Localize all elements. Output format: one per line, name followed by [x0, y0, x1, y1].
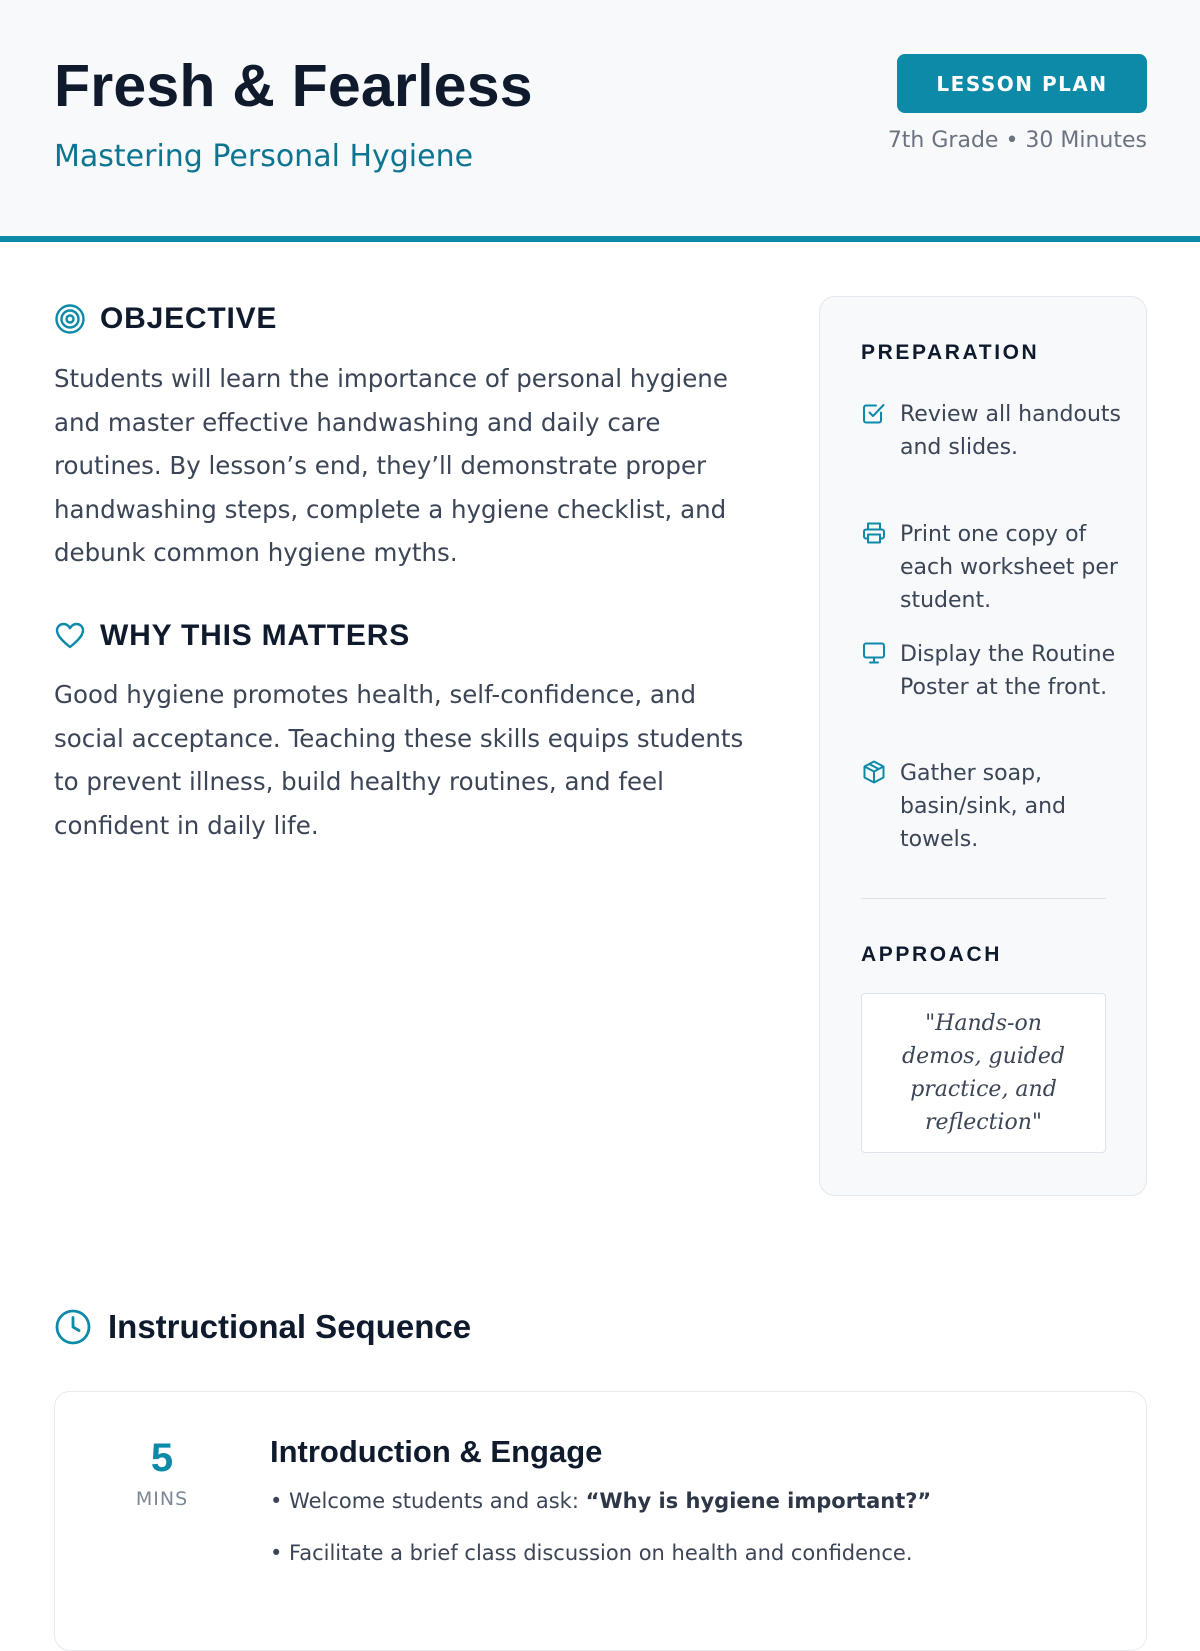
- sequence-label: Instructional Sequence: [108, 1308, 472, 1345]
- clock-icon: [54, 1308, 92, 1346]
- prep-item: [861, 638, 1121, 704]
- prep-item-text: Gather soap, basin/sink, and towels.: [900, 761, 1067, 852]
- why-heading: [54, 619, 410, 653]
- checkbox-icon: [861, 400, 887, 426]
- preparation-heading: PREPARATION: [861, 341, 1040, 364]
- step-bullet: [270, 1489, 931, 1513]
- target-icon: [54, 303, 86, 335]
- step-bullet-emphasis: “Why is hygiene important?”: [585, 1489, 932, 1513]
- lesson-plan-badge: LESSON PLAN: [897, 54, 1147, 113]
- step-minutes: 5: [150, 1436, 174, 1480]
- preparation-sidebar: [819, 296, 1147, 1196]
- step-bullet-text: • Facilitate a brief class discussion on health and confidence.: [270, 1541, 913, 1565]
- page-subtitle: Mastering Personal Hygiene: [54, 139, 474, 174]
- objective-text: Students will learn the importance of personal hygiene and master effective handwashing and daily care routines. By lesson’s end, they’ll demonstrate proper handwashing steps, complete a hygiene checklist, and debunk common hygiene myths.: [54, 364, 728, 567]
- prep-item: [861, 518, 1121, 617]
- lesson-header: [0, 0, 1200, 242]
- prep-item-text: Print one copy of each worksheet per student.: [900, 522, 1118, 613]
- step-minutes-label: MINS: [135, 1488, 189, 1510]
- printer-icon: [861, 520, 887, 546]
- page-title: Fresh & Fearless: [54, 53, 533, 119]
- prep-item-text: Display the Routine Poster at the front.: [900, 642, 1116, 700]
- why-label: WHY THIS MATTERS: [100, 619, 411, 652]
- sequence-heading: [54, 1308, 471, 1346]
- step-title: Introduction & Engage: [270, 1434, 603, 1469]
- prep-item: [861, 757, 1121, 856]
- grade-duration-meta: 7th Grade • 30 Minutes: [887, 128, 1147, 153]
- objective-heading: [54, 302, 277, 336]
- approach-quote-box: [861, 993, 1106, 1153]
- box-icon: [861, 759, 887, 785]
- approach-quote: "Hands-on demos, guided practice, and reflection": [902, 1011, 1065, 1135]
- prep-item: [861, 398, 1121, 464]
- approach-heading: APPROACH: [861, 943, 1002, 966]
- heart-icon: [54, 620, 86, 652]
- step-bullet-text: • Welcome students and ask:: [270, 1489, 586, 1513]
- sidebar-divider: [861, 898, 1106, 899]
- objective-label: OBJECTIVE: [100, 302, 278, 335]
- step-bullet: [270, 1541, 913, 1565]
- sequence-step-card: [54, 1391, 1147, 1651]
- prep-item-text: Review all handouts and slides.: [900, 402, 1122, 460]
- why-text: Good hygiene promotes health, self-confidence, and social acceptance. Teaching these skills equips students to prevent illness, build healthy routines, and feel confident in daily life.: [54, 680, 744, 840]
- monitor-icon: [861, 640, 887, 666]
